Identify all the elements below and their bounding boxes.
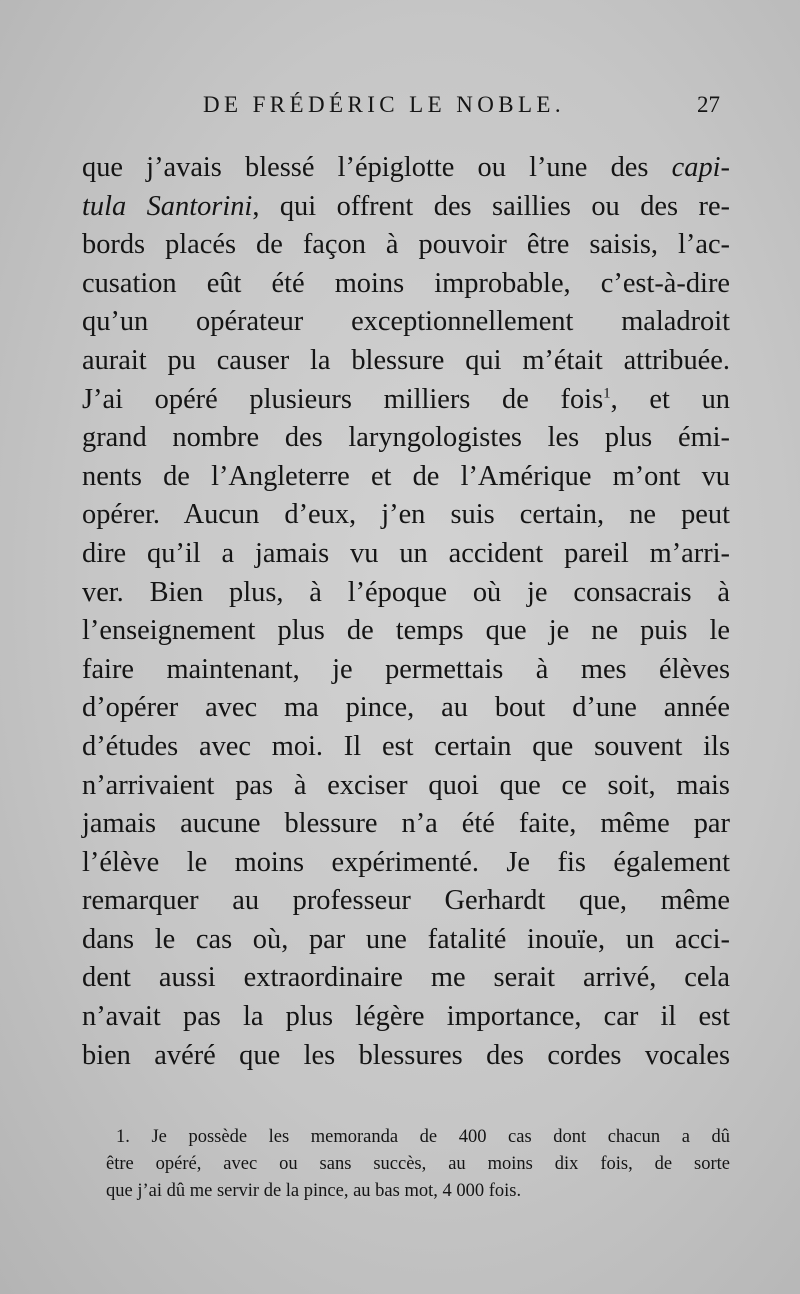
text-line: cusation eût été moins improbable, c’est-à-dire <box>82 267 730 299</box>
text-line: faire maintenant, je permettais à mes élèves <box>82 653 730 685</box>
running-head <box>0 88 800 122</box>
text-line: que j’avais blessé l’épiglotte ou l’une des capi- <box>82 152 730 183</box>
text-line: ver. Bien plus, à l’époque où je consacrais à <box>82 576 730 608</box>
text-line: remarquer au professeur Gerhardt que, même <box>82 885 730 917</box>
text-line: qu’un opérateur exceptionnellement maladroit <box>82 306 730 338</box>
footnote-marker: 1 <box>603 385 611 402</box>
text-line: d’opérer avec ma pince, au bout d’une année <box>82 692 730 724</box>
text-line: nents de l’Angleterre et de l’Amérique m’ont vu <box>82 460 730 492</box>
text-line: n’arrivaient pas à exciser quoi que ce soit, mais <box>82 769 730 801</box>
footnote-line: être opéré, avec ou sans succès, au moins dix fois, de sorte <box>106 1154 730 1174</box>
text-line: bords placés de façon à pouvoir être saisis, l’ac- <box>82 229 730 261</box>
body-text <box>82 149 730 1075</box>
text-line: tula Santorini, qui offrent des saillies ou des re- <box>82 190 731 222</box>
text-line: dire qu’il a jamais vu un accident pareil m’arri- <box>82 537 730 569</box>
text-line: opérer. Aucun d’eux, j’en suis certain, ne peut <box>82 499 730 531</box>
text-line: dans le cas où, par une fatalité inouïe, un acci- <box>82 923 730 955</box>
footnote <box>106 1124 730 1205</box>
text-line: grand nombre des laryngologistes les plus émi- <box>82 422 730 454</box>
footnote-line: 1. Je possède les memoranda de 400 cas dont chacun a dû <box>116 1127 730 1147</box>
text-line: l’enseignement plus de temps que je ne puis le <box>82 615 730 647</box>
text-line: d’études avec moi. Il est certain que souvent ils <box>82 730 730 762</box>
footnote-line: que j’ai dû me servir de la pince, au bas mot, 4 000 fois. <box>106 1181 522 1201</box>
text-line: dent aussi extraordinaire me serait arrivé, cela <box>82 962 730 994</box>
text-line: aurait pu causer la blessure qui m’était attribuée. <box>82 344 730 376</box>
text-line: bien avéré que les blessures des cordes vocales <box>82 1039 730 1071</box>
text-line: jamais aucune blessure n’a été faite, même par <box>82 808 730 840</box>
page-number: 27 <box>697 92 720 117</box>
text-line: J’ai opéré plusieurs milliers de fois$^1$, et un <box>82 383 730 415</box>
text-line: n’avait pas la plus légère importance, car il est <box>82 1001 730 1033</box>
text-line: l’élève le moins expérimenté. Je fis également <box>82 846 730 878</box>
running-title: DE FRÉDÉRIC LE NOBLE. <box>203 92 565 117</box>
